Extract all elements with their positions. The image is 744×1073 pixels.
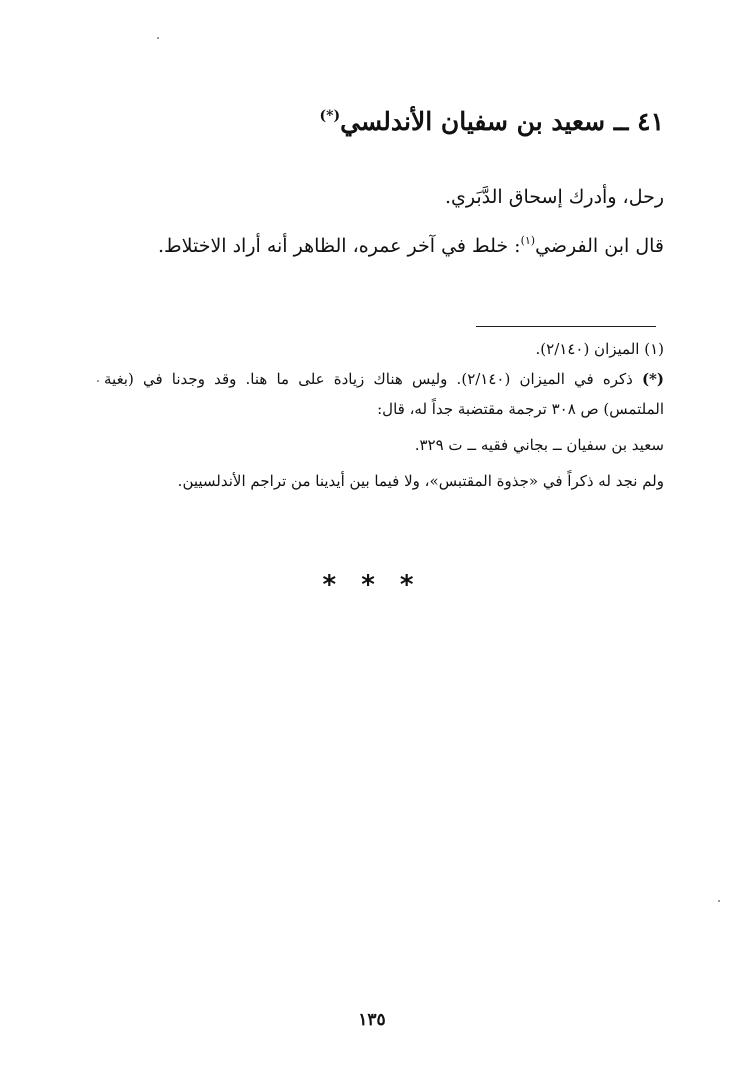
body-paragraph-1: رحل، وأدرك إسحاق الدَّبَري. (444, 186, 664, 208)
footnote-star-text: ذكره في الميزان (٢/١٤٠). وليس هناك زيادة على ما هنا. وقد وجدنا في (بغية الملتمس) ص ٣٠٨ ترجمة مقتضبة جداً له، قال: (104, 370, 664, 418)
entry-number: ٤١ (637, 107, 664, 136)
entry-heading (104, 96, 664, 142)
footnotes (104, 334, 664, 496)
scan-speck (157, 37, 159, 39)
title-note-marker: (*) (319, 108, 341, 124)
body-paragraph-2 (104, 219, 664, 268)
paragraph-2-lead: قال ابن الفرضي (535, 235, 664, 257)
page-number: ١٣٥ (358, 1010, 386, 1030)
entry-dash: ــ (613, 107, 629, 136)
scan-speck (97, 380, 99, 382)
paragraph-2-rest: : خلط في آخر عمره، الظاهر أنه أراد الاختلاط. (158, 235, 521, 257)
scan-speck (718, 900, 720, 902)
section-ornament: * * * (322, 570, 422, 600)
footnote-star (104, 364, 664, 424)
footnote-star-quote: سعيد بن سفيان ــ بجاني فقيه ــ ت ٣٢٩. (414, 436, 664, 454)
footnote-divider (476, 326, 656, 327)
entry-body (104, 175, 664, 268)
footnote-star-marker: (*) (641, 370, 664, 388)
entry-title: سعيد بن سفيان الأندلسي (340, 107, 606, 136)
footnote-1: (١) الميزان (٢/١٤٠). (535, 340, 664, 358)
footnote-star-closing: ولم نجد له ذكراً في «جذوة المقتبس»، ولا فيما بين أيدينا من تراجم الأندلسيين. (177, 472, 664, 490)
footnote-reference-1: (١) (520, 234, 536, 247)
